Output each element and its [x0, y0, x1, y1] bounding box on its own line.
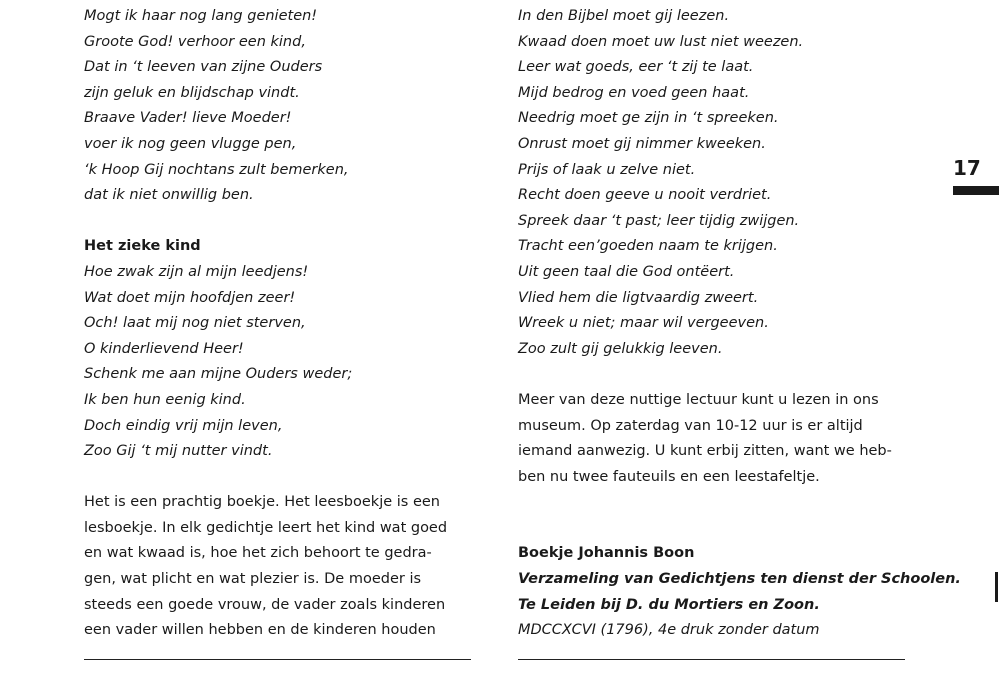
poem-line: Och! laat mij nog niet sterven, — [84, 315, 306, 332]
poem-line: Leer wat goeds, eer ‘t zij te laat. — [518, 59, 754, 76]
poem-line: Onrust moet gij nimmer kweeken. — [518, 135, 766, 152]
edge-mark — [995, 572, 998, 602]
poem-stanza — [518, 4, 910, 362]
poem-line: Spreek daar ‘t past; leer tijdig zwijgen. — [518, 212, 800, 229]
poem-line: Schenk me aan mijne Ouders weder; — [84, 366, 353, 383]
source-citation — [518, 541, 961, 643]
prose-line: ben nu twee fauteuils en een leestafeltje. — [518, 468, 820, 485]
poem-line: zijn geluk en blijdschap vindt. — [84, 84, 300, 101]
poem-line: Ik ben hun eenig kind. — [84, 391, 246, 408]
prose-paragraph — [84, 490, 476, 644]
poem-line: Hoe zwak zijn al mijn leedjens! — [84, 263, 309, 280]
prose-line: iemand aanwezig. U kunt erbij zitten, want we heb- — [518, 443, 892, 460]
poem-line: Prijs of laak u zelve niet. — [518, 161, 696, 178]
poem-title: Het zieke kind — [84, 238, 201, 255]
source-date: MDCCXCVI (1796), 4e druk zonder datum — [518, 622, 820, 639]
poem-line: Needrig moet ge zijn in ‘t spreeken. — [518, 110, 779, 127]
footer-rule-right — [518, 659, 905, 660]
poem-line: Zoo Gij ‘t mij nutter vindt. — [84, 443, 273, 460]
poem-line: Uit geen taal die God ontëert. — [518, 263, 735, 280]
right-column — [518, 4, 961, 644]
source-collection: Verzameling van Gedichtjens ten dienst der Schoolen. — [518, 571, 961, 588]
poem-line: Zoo zult gij gelukkig leeven. — [518, 340, 723, 357]
prose-line: museum. Op zaterdag van 10-12 uur is er altijd — [518, 417, 863, 434]
prose-line: gen, wat plicht en wat plezier is. De moeder is — [84, 571, 422, 588]
prose-line: een vader willen hebben en de kinderen houden — [84, 622, 436, 639]
prose-line: lesboekje. In elk gedichtje leert het kind wat goed — [84, 519, 448, 536]
poem-line: voer ik nog geen vlugge pen, — [84, 135, 297, 152]
poem-line: In den Bijbel moet gij leezen. — [518, 8, 730, 24]
poem-line: Wreek u niet; maar wil vergeeven. — [518, 315, 769, 332]
poem-line: ‘k Hoop Gij nochtans zult bemerken, — [84, 161, 349, 178]
poem-line: Mijd bedrog en voed geen haat. — [518, 84, 750, 101]
poem-line: Mogt ik haar nog lang genieten! — [84, 8, 318, 24]
source-publisher: Te Leiden bij D. du Mortiers en Zoon. — [518, 596, 820, 613]
poem-line: Groote God! verhoor een kind, — [84, 33, 306, 50]
poem-line: Tracht een’goeden naam te krijgen. — [518, 238, 778, 255]
prose-line: Het is een prachtig boekje. Het leesboekje is een — [84, 494, 440, 511]
poem-line: Doch eindig vrij mijn leven, — [84, 417, 283, 434]
poem-line: dat ik niet onwillig ben. — [84, 187, 254, 204]
prose-paragraph — [518, 388, 910, 490]
poem-line: Braave Vader! lieve Moeder! — [84, 110, 292, 127]
page-number: 17 — [953, 156, 981, 180]
source-title: Boekje Johannis Boon — [518, 545, 695, 562]
page-tab-marker — [953, 186, 999, 195]
poem-stanza — [84, 260, 476, 465]
poem-line: O kinderlievend Heer! — [84, 340, 244, 357]
prose-line: steeds een goede vrouw, de vader zoals kinderen — [84, 596, 446, 613]
left-column — [84, 4, 476, 644]
poem-line: Vlied hem die ligtvaardig zweert. — [518, 289, 759, 306]
prose-line: Meer van deze nuttige lectuur kunt u lezen in ons — [518, 391, 879, 408]
poem-stanza — [84, 4, 476, 209]
footer-rule-left — [84, 659, 471, 660]
poem-line: Wat doet mijn hoofdjen zeer! — [84, 289, 296, 306]
prose-line: en wat kwaad is, hoe het zich behoort te gedra- — [84, 545, 432, 562]
poem-line: Dat in ‘t leeven van zijne Ouders — [84, 59, 323, 76]
poem-line: Recht doen geeve u nooit verdriet. — [518, 187, 772, 204]
poem-line: Kwaad doen moet uw lust niet weezen. — [518, 33, 804, 50]
